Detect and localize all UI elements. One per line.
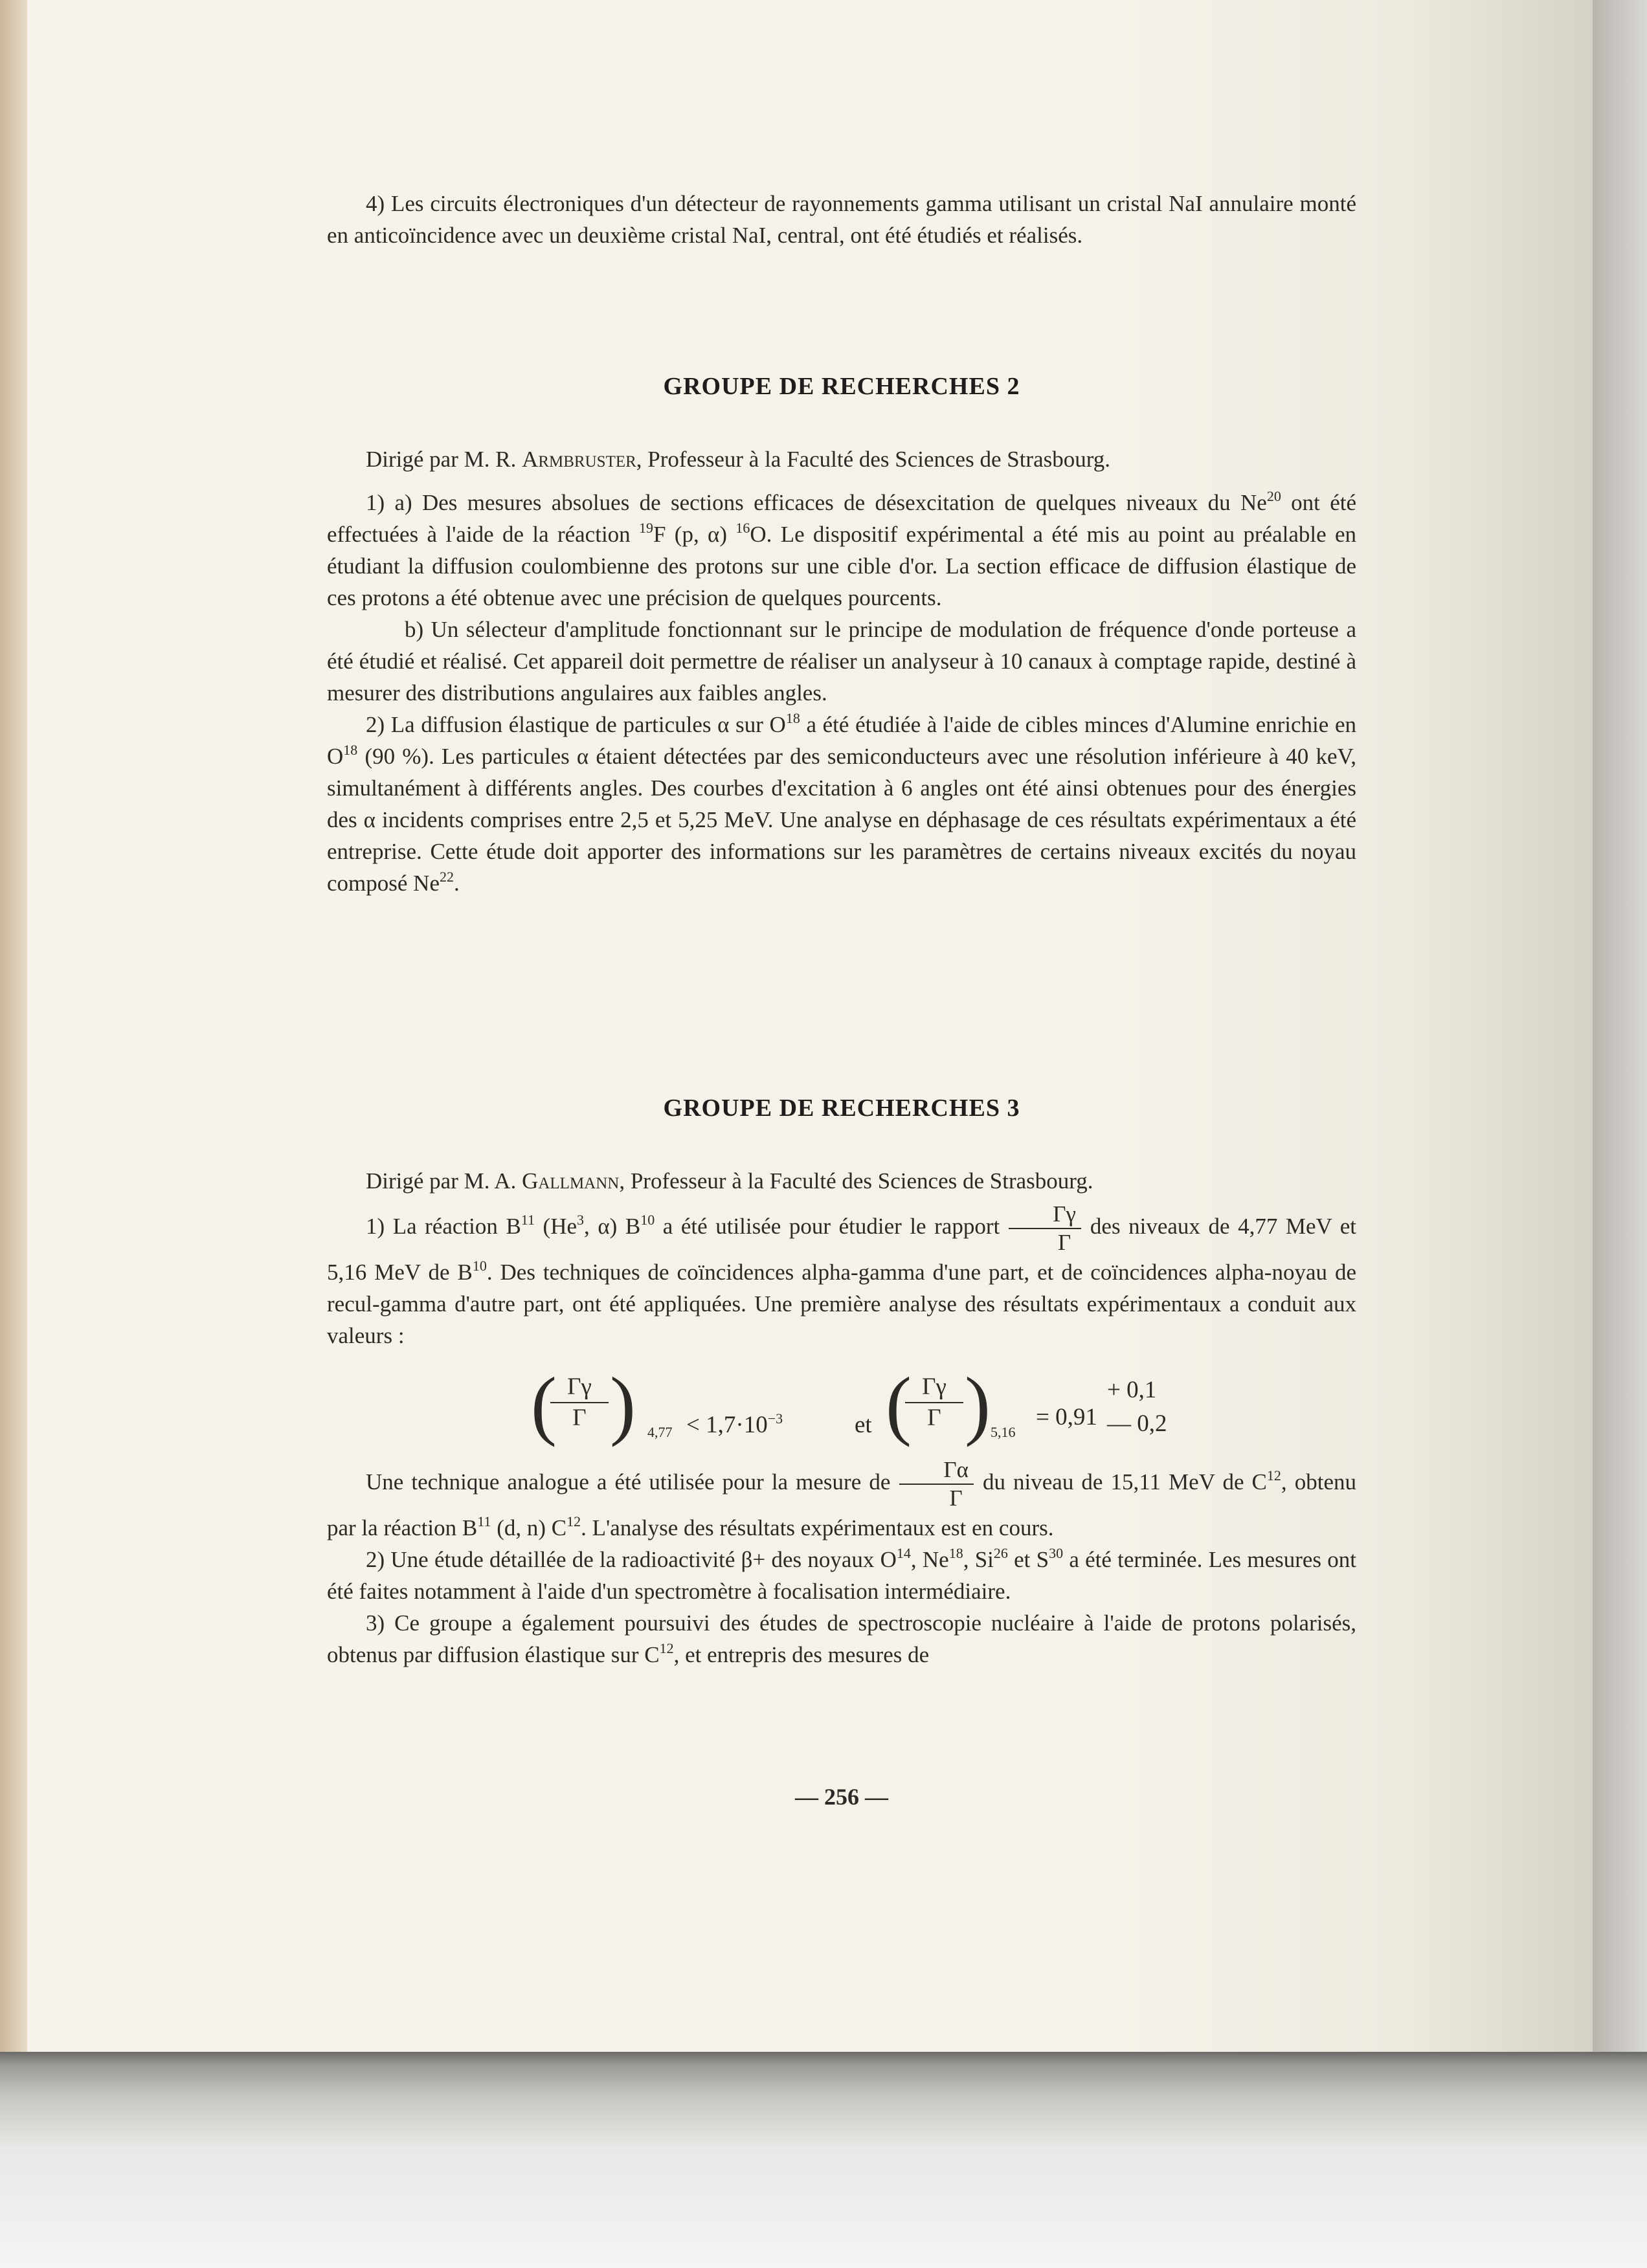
formula-fraction-1: $\frac{\Gamma\gamma}{\Gamma}$ xyxy=(550,1372,609,1433)
scanner-shadow xyxy=(0,2052,1647,2268)
ratio-gamma-fraction: $\frac{\Gamma\gamma}{\Gamma}$ xyxy=(1009,1201,1081,1256)
group3-body-bottom xyxy=(327,1456,1356,1671)
group3-paragraph-2: 2) Une étude détaillée de la radioactivité β+ des noyaux $O^{14}$, Ne$^{18}$, Si$^{26}$ et $S^{30}$ a été terminée. Les mesures ont été faites notamment à l'aide d'un spectromètre à focalisation intermédiaire. xyxy=(327,1545,1356,1604)
formula-et: et xyxy=(855,1412,872,1438)
formula-value-2: = 0,91 xyxy=(1036,1404,1097,1430)
paragraph-4: 4) Les circuits électroniques d'un détecteur de rayonnements gamma utilisant un cristal NaI annulaire monté en anticoïncidence avec un deuxième cristal NaI, central, ont été étudiés et réalisés. xyxy=(327,191,1356,248)
page-number: — 256 — xyxy=(795,1784,888,1810)
results-formula: ( $\frac{\Gamma\gamma}{\Gamma}$ ) 4,77 < $1,7\cdot 10^{-3}$ et ( $\frac{\Gamma\gamma}{\Gamma}$ ) 5,16 = 0,91 + 0,1 — 0,2 xyxy=(531,1361,1167,1447)
group3-paragraph-1-cont: Une technique analogue a été utilisée pour la mesure de $\frac{\Gamma\alpha}{\Gamma}$ du niveau de 15,11 MeV de $C^{12}$, obtenu par la réaction $B^{11}$ (d, n) $C^{12}$. L'analyse des résultats expérimentaux est en cours. xyxy=(327,1457,1356,1540)
group2-paragraph-1a: 1) a) Des mesures absolues de sections efficaces de désexcitation de quelques niveaux du Ne$^{20}$ ont été effectuées à l'aide de la réaction $^{19}$F (p, α) $^{16}$O. Le dispositif expérimental a été mis au point au préalable en étudiant la diffusion coulombienne des protons sur une cible d'or. La section efficace de diffusion élastique de ces protons a été obtenue avec une précision de quelques pourcents. xyxy=(327,488,1356,610)
director-name: Armbruster xyxy=(522,447,636,472)
group2-body xyxy=(327,443,1356,899)
group2-heading: GROUPE DE RECHERCHES 2 xyxy=(663,373,1020,400)
group3-heading: GROUPE DE RECHERCHES 3 xyxy=(663,1095,1020,1122)
group2-paragraph-1b: b) Un sélecteur d'amplitude fonctionnant sur le principe de modulation de fréquence d'onde porteuse a été étudié et réalisé. Cet appareil doit permettre de réaliser un analyseur à 10 canaux à comptage rapide, destiné à mesurer des distributions angulaires aux faibles angles. xyxy=(327,617,1356,706)
group2-director: Dirigé par M. R. Armbruster, Professeur à la Faculté des Sciences de Strasbourg. xyxy=(366,447,1111,472)
group3-body-top xyxy=(327,1165,1356,1351)
group3-paragraph-3: 3) Ce groupe a également poursuivi des études de spectroscopie nucléaire à l'aide de protons polarisés, obtenus par diffusion élastique sur $C^{12}$, et entrepris des mesures de xyxy=(327,1610,1356,1667)
formula-minus: — 0,2 xyxy=(1107,1410,1167,1437)
director-name: Gallmann xyxy=(522,1168,620,1194)
formula-subscript-2: 5,16 xyxy=(991,1424,1016,1440)
page-gutter xyxy=(0,0,27,2052)
group3-paragraph-1: 1) La réaction $B^{11}$ (He$^3$, α) $B^{10}$ a été utilisée pour étudier le rapport $\frac{\Gamma\gamma}{\Gamma}$ des niveaux de 4,77 MeV et 5,16 MeV de $B^{10}$. Des techniques de coïncidences alpha-gamma d'une part, et de coïncidences alpha-noyau de recul-gamma d'autre part, ont été appliquées. Une première analyse des résultats expérimentaux a conduit aux valeurs : xyxy=(327,1201,1357,1348)
formula-value-1: < $1,7\cdot 10^{-3}$ xyxy=(686,1410,783,1438)
formula-fraction-2: $\frac{\Gamma\gamma}{\Gamma}$ xyxy=(905,1372,963,1433)
ratio-alpha-fraction: $\frac{\Gamma\alpha}{\Gamma}$ xyxy=(899,1456,974,1512)
formula-plus: + 0,1 xyxy=(1107,1377,1157,1403)
group3-director: Dirigé par M. A. Gallmann, Professeur à la Faculté des Sciences de Strasbourg. xyxy=(366,1168,1093,1194)
page-edge-shadow xyxy=(1593,0,1647,2052)
formula-subscript-1: 4,77 xyxy=(647,1424,673,1440)
group2-paragraph-2: 2) La diffusion élastique de particules α sur $O^{18}$ a été étudiée à l'aide de cibles minces d'Alumine enrichie en $O^{18}$ (90 %). Les particules α étaient détectées par des semiconducteurs avec une résolution inférieure à 40 keV, simultanément à différents angles. Des courbes d'excitation à 6 angles ont été ainsi obtenues pour des énergies des α incidents comprises entre 2,5 et 5,25 MeV. Une analyse en déphasage de ces résultats expérimentaux a été entreprise. Cette étude doit apporter des informations sur les paramètres de certains niveaux excités du noyau composé Ne$^{22}$. xyxy=(327,710,1356,896)
intro-paragraph xyxy=(327,188,1356,251)
